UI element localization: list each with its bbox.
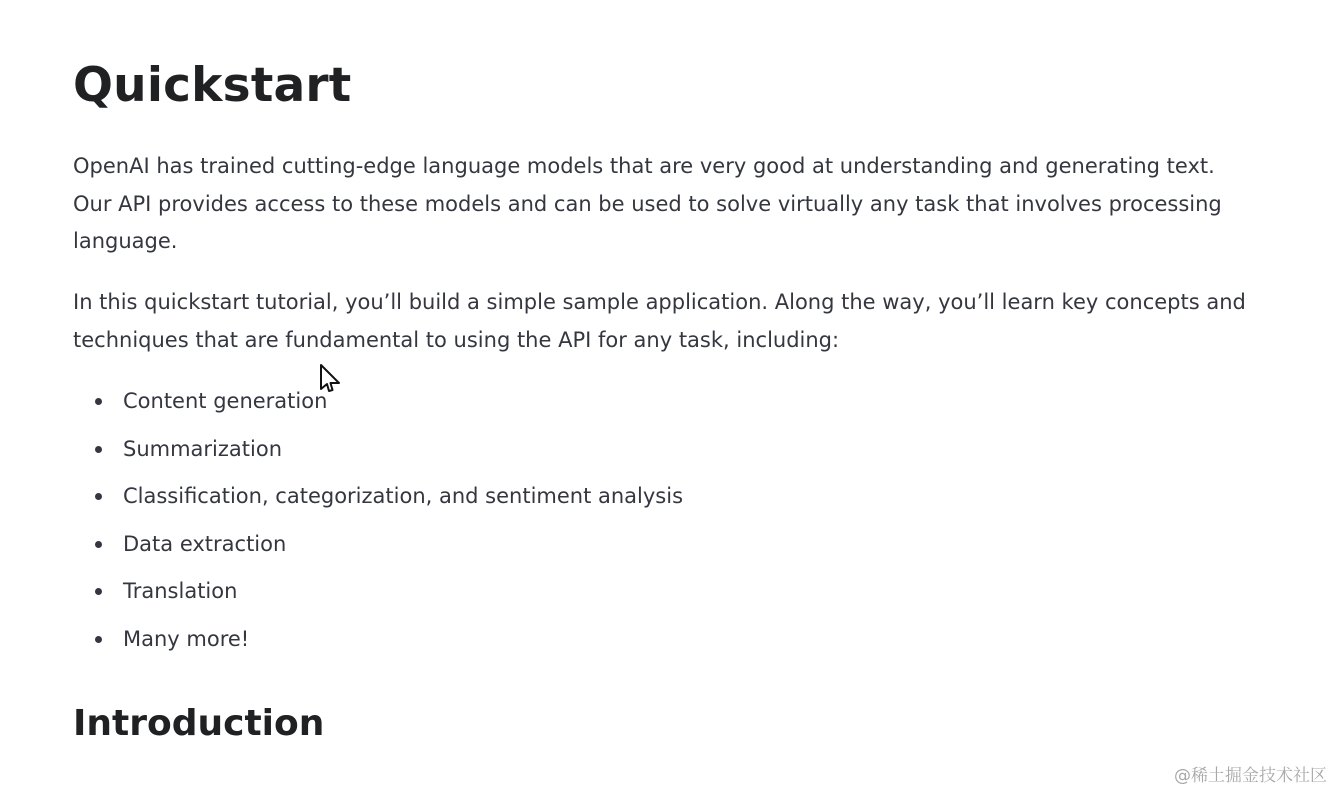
list-item: [73, 426, 683, 474]
watermark: @稀土掘金技术社区: [1174, 766, 1327, 786]
bullet-icon: [95, 493, 102, 500]
list-item: [73, 616, 683, 664]
clipped-text: [73, 778, 1173, 789]
list-item-text: Content generation: [123, 389, 328, 413]
list-item-text: Translation: [123, 579, 238, 604]
list-item: [73, 521, 683, 569]
list-item: [73, 378, 683, 426]
intro-paragraph: OpenAI has trained cutting-edge language models that are very good at understanding and generating text. Our API provides access to these models and can be used to solve virtually any task that involves processing language.: [73, 154, 1222, 253]
bullet-icon: [95, 398, 102, 405]
tutorial-paragraph: In this quickstart tutorial, you’ll build a simple sample application. Along the way, you’ll learn key concepts and techniques that are fundamental to using the API for any task, including:: [73, 290, 1246, 352]
list-item: [73, 473, 683, 521]
section-title-introduction: Introduction: [73, 703, 325, 744]
bullet-icon: [95, 541, 102, 548]
list-item: [73, 568, 683, 616]
list-item-text: Data extraction: [123, 531, 287, 556]
list-item-text: Classification, categorization, and sentiment analysis: [123, 484, 684, 509]
list-item-text: Many more!: [123, 626, 250, 651]
bullet-icon: [95, 588, 102, 595]
bullet-icon: [95, 636, 102, 643]
bullet-icon: [95, 446, 102, 453]
list-item-text: Summarization: [123, 436, 283, 461]
page-title: Quickstart: [73, 58, 352, 113]
pointer-cursor-icon: [318, 363, 346, 395]
clipped-text-line: [73, 778, 1173, 789]
topics-list: [73, 378, 683, 664]
